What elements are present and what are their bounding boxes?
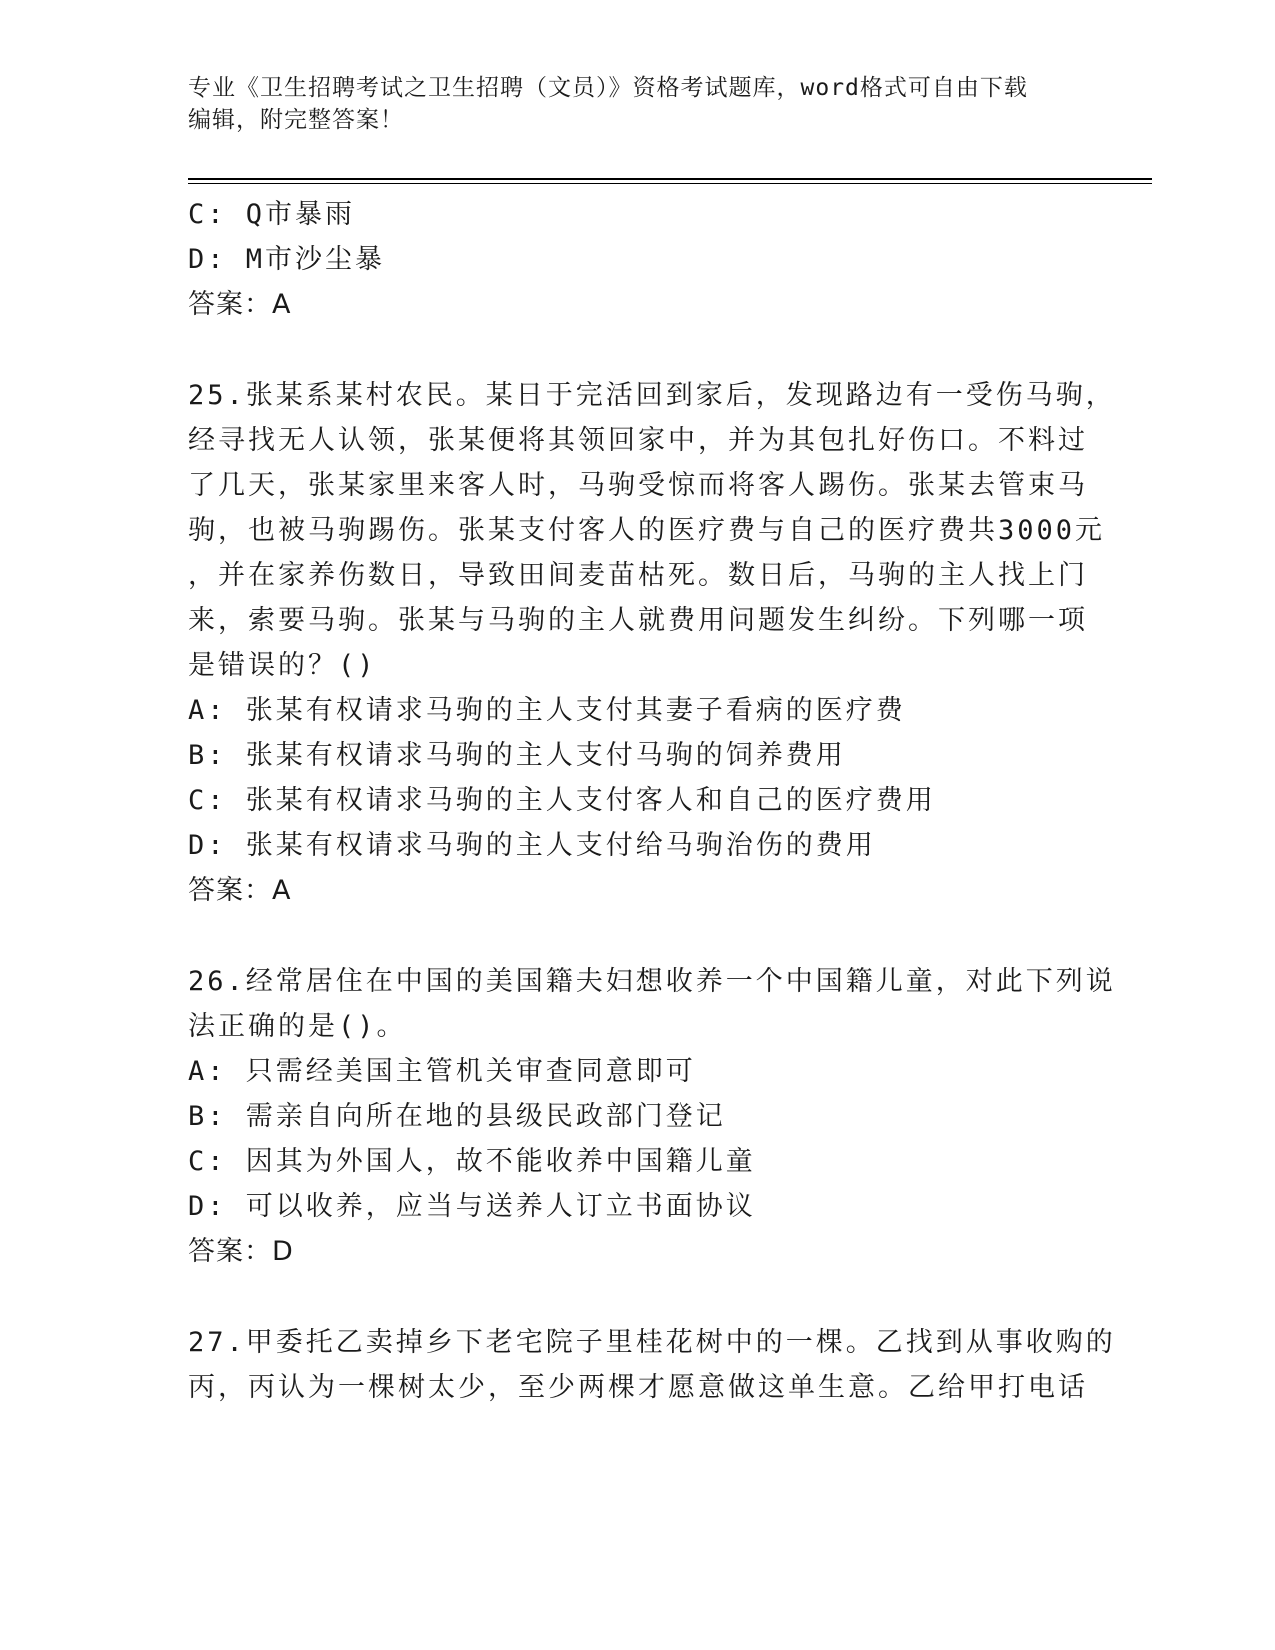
prev-option-d: D: M市沙尘暴 [188,244,386,275]
q25-stem-line: 来，索要马驹。张某与马驹的主人就费用问题发生纠纷。下列哪一项 [188,605,1088,636]
q26-answer: 答案：D [188,1236,294,1267]
header-rule-thick [188,178,1152,180]
prev-answer: 答案：A [188,289,292,320]
q26-option-a: A: 只需经美国主管机关审查同意即可 [188,1056,696,1087]
q25-stem [188,373,1116,688]
q25-stem-line: 25.张某系某村农民。某日于完活回到家后，发现路边有一受伤马驹， [188,380,1116,411]
q26-option-d: D: 可以收养，应当与送养人订立书面协议 [188,1191,756,1222]
q27-stem-line: 丙，丙认为一棵树太少，至少两棵才愿意做这单生意。乙给甲打电话 [188,1372,1088,1403]
q27-stem-line: 27.甲委托乙卖掉乡下老宅院子里桂花树中的一棵。乙找到从事收购的 [188,1327,1116,1358]
document-header [188,72,1088,136]
q26-stem [188,959,1116,1049]
q25-stem-line: 了几天，张某家里来客人时，马驹受惊而将客人踢伤。张某去管束马 [188,470,1088,501]
q26-stem-line: 26.经常居住在中国的美国籍夫妇想收养一个中国籍儿童，对此下列说 [188,966,1116,997]
q25-answer: 答案：A [188,875,292,906]
prev-option-c: C: Q市暴雨 [188,199,356,230]
q25-option-b: B: 张某有权请求马驹的主人支付马驹的饲养费用 [188,740,846,771]
q26-option-c: C: 因其为外国人，故不能收养中国籍儿童 [188,1146,756,1177]
q25-option-d: D: 张某有权请求马驹的主人支付给马驹治伤的费用 [188,830,876,861]
spacer [188,913,1088,959]
q25-option-c: C: 张某有权请求马驹的主人支付客人和自己的医疗费用 [188,785,936,816]
q25-stem-line: ，并在家养伤数日，导致田间麦苗枯死。数日后，马驹的主人找上门 [188,560,1088,591]
q26-option-b: B: 需亲自向所在地的县级民政部门登记 [188,1101,726,1132]
q25-stem-line: 经寻找无人认领，张某便将其领回家中，并为其包扎好伤口。不料过 [188,425,1088,456]
header-rule-thin [188,183,1152,184]
spacer [188,1274,1088,1320]
q25-option-a: A: 张某有权请求马驹的主人支付其妻子看病的医疗费 [188,695,906,726]
header-line-1: 专业《卫生招聘考试之卫生招聘（文员）》资格考试题库，word格式可自由下载 [188,75,1028,101]
q27-stem [188,1320,1116,1410]
q26-stem-line: 法正确的是()。 [188,1011,407,1042]
question-content [188,192,1116,1410]
q25-stem-line: 是错误的？() [188,650,377,681]
header-line-2: 编辑，附完整答案！ [188,107,404,133]
spacer [188,327,1088,373]
q25-stem-line: 驹，也被马驹踢伤。张某支付客人的医疗费与自己的医疗费共3000元 [188,515,1106,546]
